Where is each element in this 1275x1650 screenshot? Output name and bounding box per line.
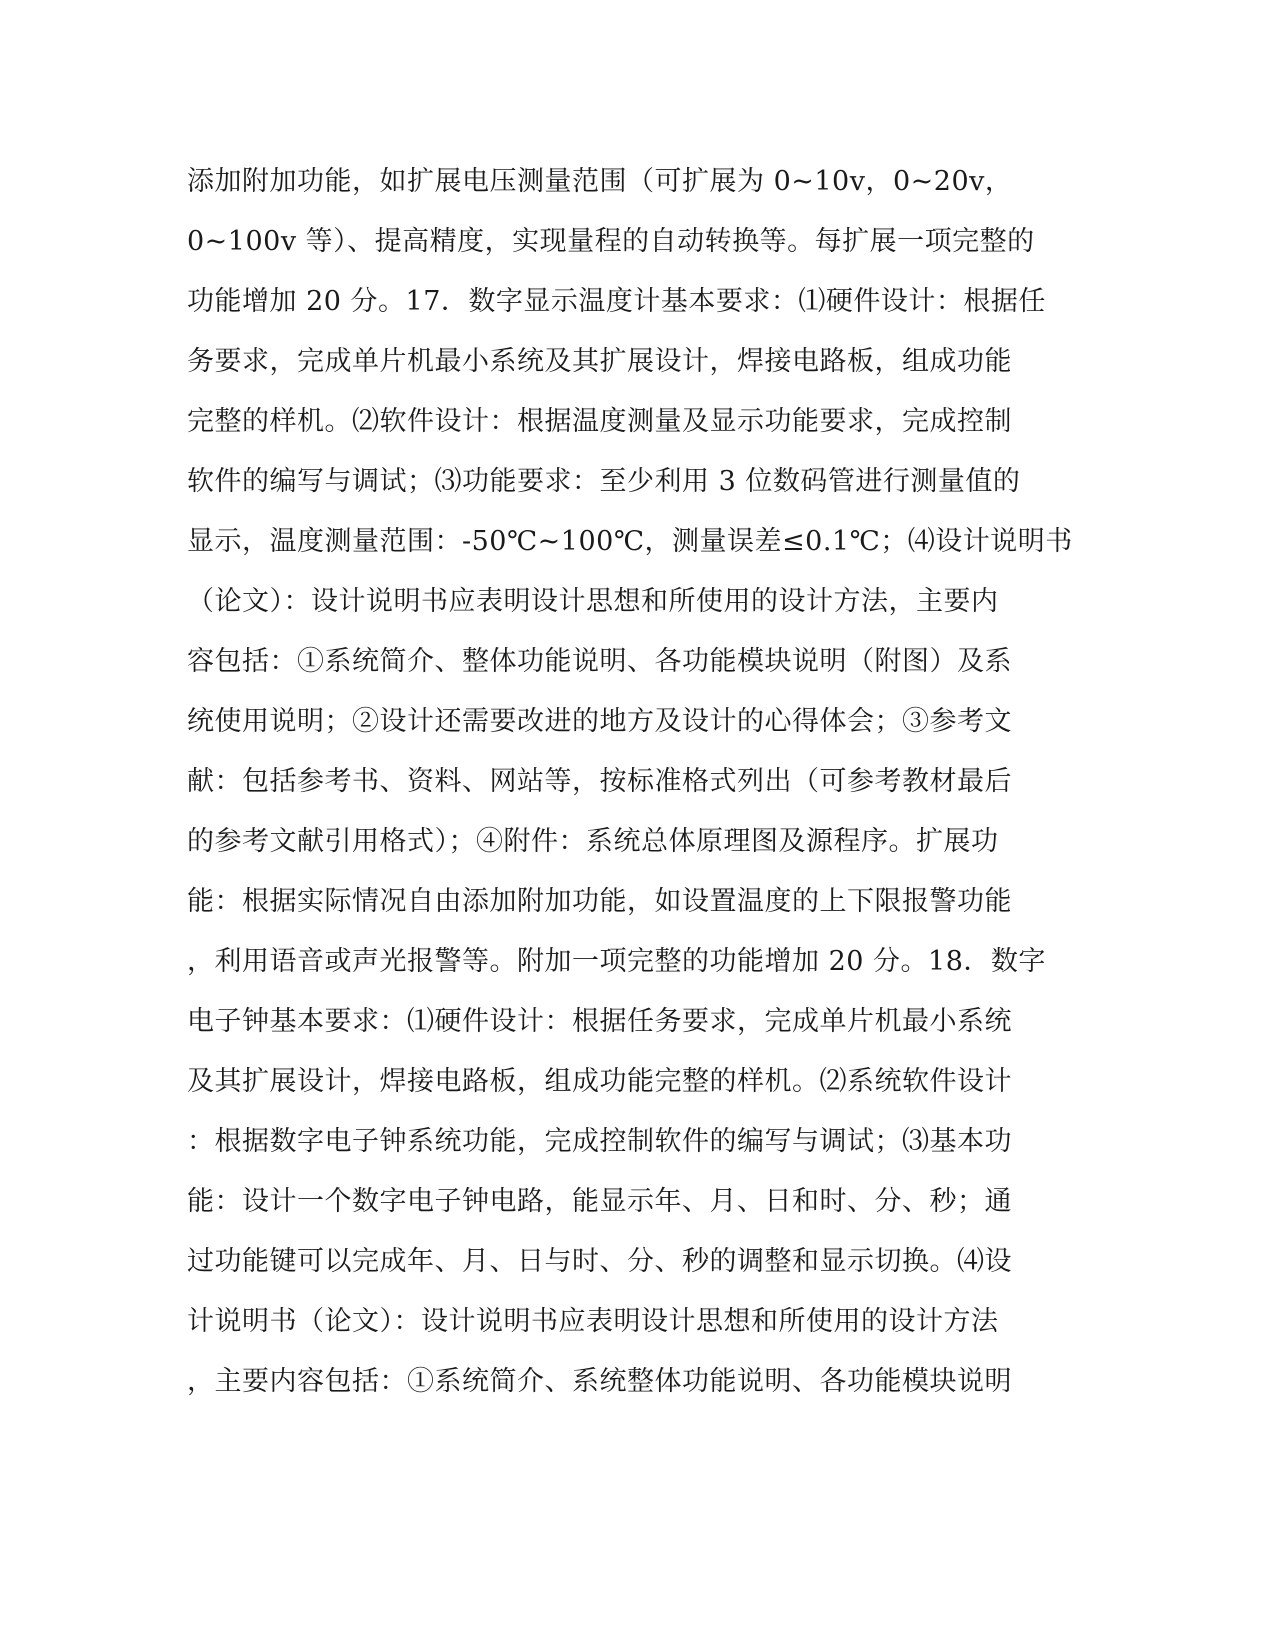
text-line: 的参考文献引用格式）；④附件：系统总体原理图及源程序。扩展功 xyxy=(187,826,999,857)
text-line: 献：包括参考书、资料、网站等，按标准格式列出（可参考教材最后 xyxy=(187,766,1012,797)
text-line: ，主要内容包括：①系统简介、系统整体功能说明、各功能模块说明 xyxy=(187,1366,1012,1397)
text-line: ：根据数字电子钟系统功能，完成控制软件的编写与调试；⑶基本功 xyxy=(187,1126,1012,1157)
text-line: 统使用说明；②设计还需要改进的地方及设计的心得体会；③参考文 xyxy=(187,706,1012,737)
text-line: 显示，温度测量范围：-50℃~100℃，测量误差≤0.1℃；⑷设计说明书 xyxy=(187,526,1073,557)
text-line: 功能增加 20 分。17．数字显示温度计基本要求：⑴硬件设计：根据任 xyxy=(187,286,1046,317)
text-line: 计说明书（论文）：设计说明书应表明设计思想和所使用的设计方法 xyxy=(187,1306,999,1337)
body-text xyxy=(187,160,1087,1420)
text-line: （论文）：设计说明书应表明设计思想和所使用的设计方法，主要内 xyxy=(187,586,999,617)
text-line: 容包括：①系统简介、整体功能说明、各功能模块说明（附图）及系 xyxy=(187,646,1012,677)
text-line: 添加附加功能，如扩展电压测量范围（可扩展为 0~10v，0~20v， xyxy=(187,166,1013,197)
text-line: 过功能键可以完成年、月、日与时、分、秒的调整和显示切换。⑷设 xyxy=(187,1246,1012,1277)
text-line: 能：根据实际情况自由添加附加功能，如设置温度的上下限报警功能 xyxy=(187,886,1012,917)
text-line: 及其扩展设计，焊接电路板，组成功能完整的样机。⑵系统软件设计 xyxy=(187,1066,1012,1097)
text-line: 务要求，完成单片机最小系统及其扩展设计，焊接电路板，组成功能 xyxy=(187,346,1012,377)
text-line: 电子钟基本要求：⑴硬件设计：根据任务要求，完成单片机最小系统 xyxy=(187,1006,1012,1037)
text-line: 0~100v 等）、提高精度，实现量程的自动转换等。每扩展一项完整的 xyxy=(187,226,1035,257)
text-line: ，利用语音或声光报警等。附加一项完整的功能增加 20 分。18．数字 xyxy=(187,946,1046,977)
text-line: 能：设计一个数字电子钟电路，能显示年、月、日和时、分、秒；通 xyxy=(187,1186,1012,1217)
text-line: 完整的样机。⑵软件设计：根据温度测量及显示功能要求，完成控制 xyxy=(187,406,1012,437)
text-line: 软件的编写与调试；⑶功能要求：至少利用 3 位数码管进行测量值的 xyxy=(187,466,1021,497)
